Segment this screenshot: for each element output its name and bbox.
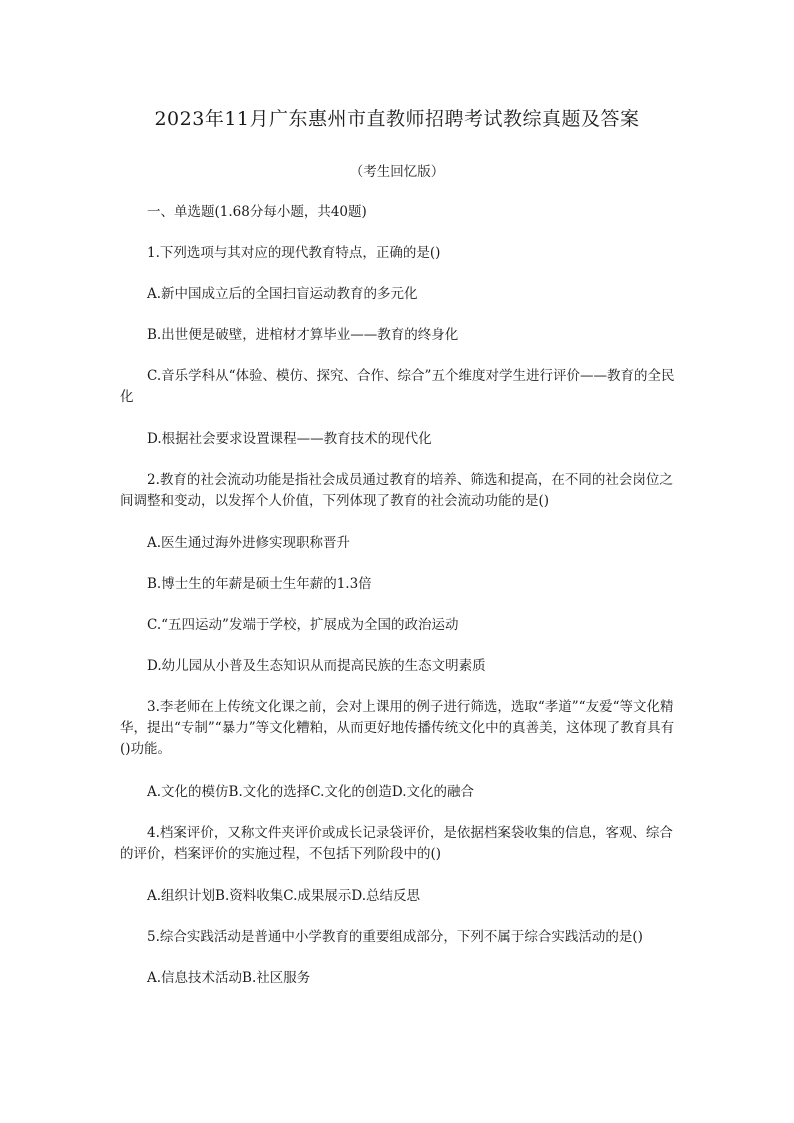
question-3-options: A.文化的模仿B.文化的选择C.文化的创造D.文化的融合 — [147, 784, 475, 800]
question-4-options: A.组织计划B.资料收集C.成果展示D.总结反思 — [147, 888, 421, 904]
document-title: 2023年11月广东惠州市直教师招聘考试教综真题及答案 — [154, 108, 640, 130]
question-3: 3.李老师在上传统文化课之前，会对上课用的例子进行筛选，选取“孝道”“友爱“等文化精华，提出“专制”“暴力”等文化糟粕，从而更好地传播传统文化中的真善美，这体现了教育具有()功能。 — [120, 699, 675, 757]
document-subtitle: （考生回忆版） — [349, 164, 445, 180]
question-1-option-b: B.出世便是破壁，进棺材才算毕业——教育的终身化 — [147, 327, 459, 343]
question-1-option-a: A.新中国成立后的全国扫盲运动教育的多元化 — [147, 286, 418, 302]
question-2-option-a: A.医生通过海外进修实现职称晋升 — [147, 535, 351, 551]
question-2-option-c: C.“五四运动”发端于学校，扩展成为全国的政治运动 — [147, 617, 459, 633]
question-5: 5.综合实践活动是普通中小学教育的重要组成部分，下列不属于综合实践活动的是() — [147, 929, 643, 945]
section-heading: 一、单选题(1.68分每小题，共40题) — [147, 204, 367, 220]
question-1-option-c: C.音乐学科从“体验、模仿、探究、合作、综合”五个维度对学生进行评价——教育的全民化 — [120, 368, 675, 405]
question-4: 4.档案评价，又称文件夹评价或成长记录袋评价，是依据档案袋收集的信息，客观、综合的评价，档案评价的实施过程，不包括下列阶段中的() — [120, 825, 673, 862]
question-5-options: A.信息技术活动B.社区服务 — [147, 970, 311, 986]
question-2-option-b: B.博士生的年薪是硕士生年薪的1.3倍 — [147, 576, 372, 592]
question-2-option-d: D.幼儿园从小普及生态知识从而提高民族的生态文明素质 — [147, 658, 486, 674]
question-1-option-d: D.根据社会要求设置课程——教育技术的现代化 — [147, 431, 432, 447]
question-2: 2.教育的社会流动功能是指社会成员通过教育的培养、筛选和提高，在不同的社会岗位之间调整和变动，以发挥个人价值，下列体现了教育的社会流动功能的是() — [120, 472, 673, 509]
question-1: 1.下列选项与其对应的现代教育特点，正确的是() — [147, 245, 441, 261]
